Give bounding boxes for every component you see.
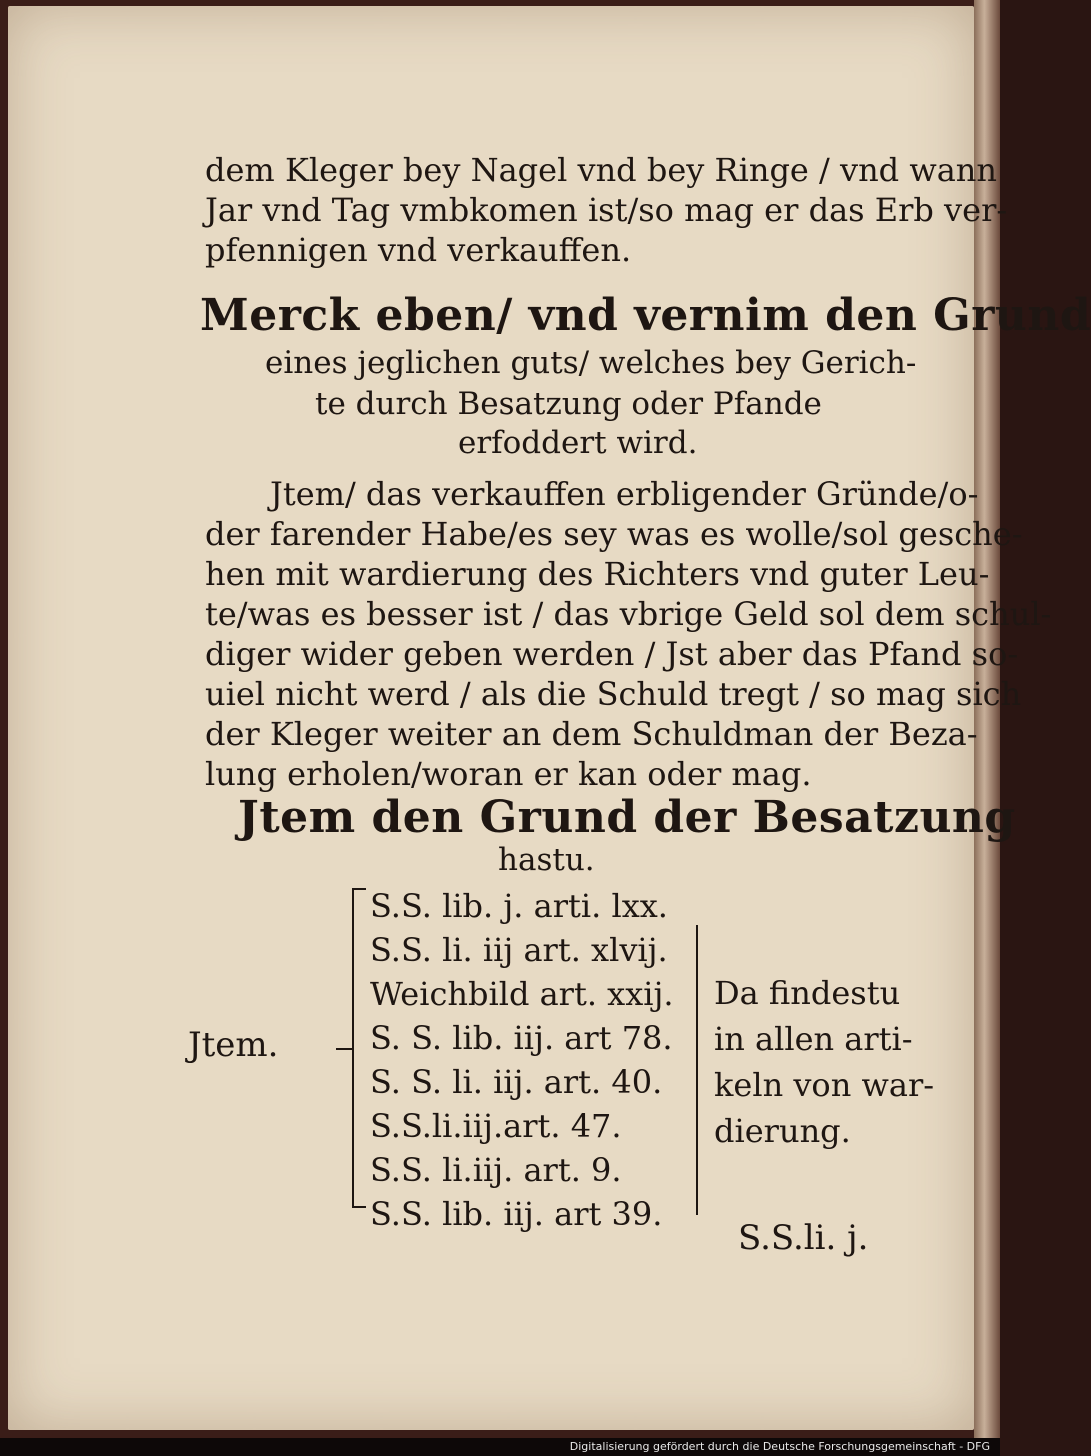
reference-item: S.S. lib. iij. art 39.: [370, 1195, 663, 1233]
section-subheading: te durch Besatzung oder Pfande: [315, 386, 822, 422]
text-line: pfennigen vnd verkauffen.: [205, 231, 632, 269]
section-subheading: hastu.: [498, 842, 595, 878]
section-heading: Merck eben/ vnd vernim den Grund: [200, 290, 1091, 341]
text-line: te/was es besser ist / das vbrige Geld sol dem schul-: [205, 595, 1052, 633]
reference-item: S.S. li.iij. art. 9.: [370, 1151, 622, 1189]
reference-item: S.S. li. iij art. xlvij.: [370, 931, 668, 969]
footer-text: Digitalisierung gefördert durch die Deutsche Forschungsgemeinschaft - DFG: [569, 1440, 990, 1453]
text-line: lung erholen/woran er kan oder mag.: [205, 755, 812, 793]
text-line: Jar vnd Tag vmbkomen ist/so mag er das Erb ver-: [205, 191, 1008, 229]
brace-point: [336, 1048, 352, 1050]
side-note-line: in allen arti-: [714, 1020, 913, 1058]
text-line: der Kleger weiter an dem Schuldman der Beza-: [205, 715, 978, 753]
section-subheading: erfoddert wird.: [458, 425, 698, 461]
side-note-line: keln von war-: [714, 1066, 935, 1104]
references-label: Jtem.: [188, 1025, 279, 1065]
text-line: hen mit wardierung des Richters vnd guter Leu-: [205, 555, 990, 593]
text-line: der farender Habe/es sey was es wolle/sol gesche-: [205, 515, 1023, 553]
text-line: uiel nicht werd / als die Schuld tregt / so mag sich: [205, 675, 1022, 713]
brace-right: [696, 925, 698, 1215]
catchword: S.S.li. j.: [738, 1218, 869, 1258]
side-note-line: Da findestu: [714, 974, 901, 1012]
text-line: diger wider geben werden / Jst aber das Pfand so-: [205, 635, 1019, 673]
brace-tip: [352, 888, 366, 890]
reference-item: S. S. li. iij. art. 40.: [370, 1063, 663, 1101]
digitization-footer: [0, 1438, 1000, 1456]
reference-item: S.S.li.iij.art. 47.: [370, 1107, 622, 1145]
reference-item: S. S. lib. iij. art 78.: [370, 1019, 673, 1057]
reference-item: Weichbild art. xxij.: [370, 975, 674, 1013]
section-heading: Jtem den Grund der Besatzung: [238, 792, 1016, 843]
reference-item: S.S. lib. j. arti. lxx.: [370, 887, 668, 925]
text-line: Jtem/ das verkauffen erbligender Gründe/o-: [270, 475, 979, 513]
section-subheading: eines jeglichen guts/ welches bey Gerich-: [265, 345, 917, 381]
brace-left: [352, 888, 354, 1208]
brace-tip: [352, 1206, 366, 1208]
text-line: dem Kleger bey Nagel vnd bey Ringe / vnd wann: [205, 151, 998, 189]
side-note-line: dierung.: [714, 1112, 851, 1150]
